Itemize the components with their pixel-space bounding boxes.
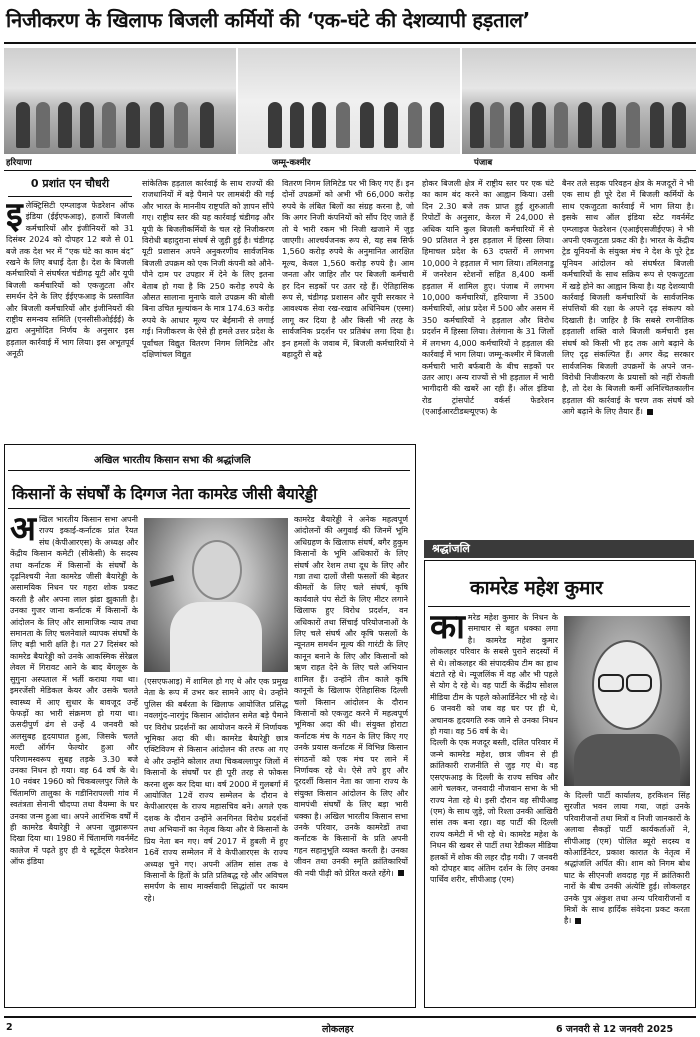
tribute-col1-text: खिल भारतीय किसान सभा अपनी राज्य इकाई-कर्नाटक प्रांत रैयत संघ (केपीआरएस) के अध्यक्ष और केंद्रीय किसान कमेटी (सीकेसी) के सदस्य तथा कर्नाटक में किसानों के संघर्षों के दृढ़निश्चयी नेता कामरेड जीसी बैयारेड्डी के असामयिक निधन पर गहरा शोक प्रकट करती है और अपना लाल झंडा झुकाती है। उनका गुजर जाना कर्नाटक में किसानों के आंदोलन के लिए और सामाजिक न्याय तथा समानता के लिए चलनेवाले व्यापक संघर्षों के लिए बड़ी भारी क्षति है। गत 27 दिसंबर को कामरेड बैयारेड्डी को उनके आकस्मिक सेरेब्रल लेवल में गिरावट आने के बाद बेंगलूरू के सुगुना अस्पताल में भर्ती कराया गया था। इमरजेंसी मेडिकल केयर और उसके चलते स्वास्थ्य में आए सुधार के बावजूद उन्हें फेफड़ों का भारी संक्रमण हो गया था। ऊसदीपुर्ण ढंग से उन्हें 4 जनवरी को अलसुबह हृदयाघात हुआ, जिसके चलते मल्टी ऑर्गन फेल्योर हुआ और परिणामस्वरूप सुबह तड़के 3.30 बजे उनका निधन हो गया। वह 64 वर्ष के थे। 10 नवंबर 1960 को चिकबल्लपुर जिले के चिंतामणि तालुका के गडीनिरापल्ली गांव में स्वतंत्रता सेनानी चौदप्पा तथा वैयम्मा के घर उनका जन्म हुआ था। अपने आरंभिक वर्षों में ही कामरेड बैयारेड्डी ने अपना जुझारूपन दिखा दिया था। 1980 में चिंतामणि गवर्नमेंट कालेज में पढ़ते हुए ही वे स्टूडेंट्स फेडरेशन ऑफ इंडिया — [10, 515, 138, 867]
end-mark — [647, 409, 653, 415]
photo-rule — [4, 170, 696, 171]
tribute-drop-cap: अ — [10, 514, 36, 549]
mahesh-kumar-portrait — [564, 616, 690, 786]
photo-caption-jammu-kashmir: जम्मू-कश्मीर — [272, 158, 311, 168]
obituary-column-2 — [564, 790, 690, 1002]
tribute-column-1 — [10, 514, 138, 1002]
byline-rule — [8, 196, 132, 197]
tribute-col2-text: (एसएफआइ) में शामिल हो गए थे और एक प्रमुख नेता के रूप में उभर कर सामने आए थे। उन्होंने पुलिस की बर्बरता के खिलाफ आयोजित प्रसिद्ध नवलगुंद-नारगुंद किसान आंदोलन समेत बड़े पैमाने पर विरोध प्रदर्शनों का आयोजन करने में निर्णायक भूमिका अदा की थी। कामरेड बैयारेड्डी छात्र एक्टिविज्म से किसान आंदोलन की तरफ आ गए थे और उन्होंने कोलार तथा चिकबल्लापुर जिलों में किसानों के संघर्षों पर ही पूरी तरह से फोकस करना शुरू कर दिया था। वर्ष 2000 में गुलबर्गा में आयोजित 12वें राज्य सम्मेलन के दौरान वे केपीआरएस के राज्य महासचिव बने। अगले एक दशक के दौरान उन्होंने अनगिनत विरोध प्रदर्शनों तथा अभियानों का नेतृत्व किया और वे किसानों के प्रिय नेता बन गए। वर्ष 2017 में हुबली में हुए 16वें राज्य सम्मेलन में वे केपीआरएस के राज्य अध्यक्ष चुने गए। अपनी अंतिम सांस तक वे किसानों के हितों के प्रति प्रतिबद्ध रहे और अविचल समर्पण के साथ मार्क्सवादी सिद्धांतों पर कायम रहे। — [144, 677, 288, 903]
article-drop-cap: इ — [6, 200, 23, 235]
page-headline: निजीकरण के खिलाफ बिजली कर्मियों की ‘एक-घंटे की देशव्यापी हड़ताल’ — [6, 8, 530, 32]
article-col3-text: वितरण निगम लिमिटेड पर भी किए गए हैं। इन दोनों उपक्रमों को अभी भी 66,000 करोड़ रुपये के लंबित बिलों का संग्रह करना है, जो कि अगर निजी कंपनियों को सौंप दिए जाते हैं तो ये भारी रकम भी निजी खजाने में जुड़ जाएगी। आश्चर्यजनक रूप से, यह सब सिर्फ 1,560 करोड़ रुपये के अनुमानित आरक्षित मूल्य, केवल 1,560 करोड़ रुपये है। आम जनता और जाहिर तौर पर बिजली कर्मचारी हर दिन सड़कों पर उतर रहे हैं। ऐतिहासिक रूप से, चंडीगढ़ प्रशासन और यूपी सरकार ने आवश्यक सेवा रख-रखाव अधिनियम (एस्मा) लागू कर दिया है और किसी भी तरह के सार्वजनिक प्रदर्शन पर प्रतिबंध लगा दिया है। इन हमलों के जवाब में, बिजली कर्मचारियों ने बहादुरी से बढ़े — [282, 179, 414, 360]
obituary-text-1: मरेड महेश कुमार के निधन के समाचार से बहुत धक्का लगा है। कामरेड महेश कुमार लोकलहर परिवार के सबसे पुराने सदस्यों में से थे। लोकलहर की संपादकीय टीम का हाथ बंटाते रहे थे। न्यूजलिंक में वह और भी पहले से योग दे रहे थे। वह पार्टी के केंद्रीय सोशल मीडिया टीम के पहले कोआर्डिनेटर भी रहे थे। 6 जनवरी को जब वह घर पर ही थे, अचानक हृदयगति रुक जाने से उनका निधन हो गया। वह 56 वर्ष के थे। — [430, 613, 558, 737]
tribute-title: किसानों के संघर्षों के दिग्गज नेता कामरेड जीसी बैयारेड्डी — [12, 485, 317, 503]
issue-date: 6 जनवरी से 12 जनवरी 2025 — [556, 1024, 674, 1035]
tribute-kicker: अखिल भारतीय किसान सभा की श्रद्धांजलि — [94, 455, 251, 466]
obituary-end-mark — [575, 918, 581, 924]
tribute-end-mark — [398, 870, 404, 876]
obituary-title: कामरेड महेश कुमार — [470, 577, 603, 599]
bayareddy-portrait — [144, 518, 288, 672]
article-column-2 — [142, 178, 274, 438]
footer-rule — [4, 1016, 696, 1018]
obituary-text-2: दिल्ली के एक मजदूर बस्ती, दलित परिवार में जन्मे कामरेड महेश, छात्र जीवन से ही क्रांतिकारी राजनीति से जुड़ गए थे। वह एसएफआइ के दिल्ली के राज्य सचिव और आगे चलकर, जनवादी नौजवान सभा के भी राज्य नेता रहे थे। इसी दौरान वह सीपीआइ (एम) के साथ जुड़े, जो रिश्ता उनकी आखिरी सांस तक बना रहा। वह पार्टी की दिल्ली राज्य कमेटी में भी रहे थे। कामरेड महेश के निधन की खबर से पार्टी तथा रेडीकल मीडिया हलकों में शोक की लहर दौड़ गयी। 7 जनवरी को दोपहर बाद अंतिम दर्शन के लिए उनका पार्थिव शरीर, सीपीआइ (एम) — [430, 738, 558, 885]
tribute-column-2 — [144, 676, 288, 1002]
photo-jammu-kashmir — [238, 48, 460, 154]
article-col5-text: बैनर तले सड़क परिवहन क्षेत्र के मजदूरों ने भी एक साथ ही पूरे देश में बिजली कर्मियों के साथ एकजुटता कार्रवाई में भाग लिया है। इसके साथ ऑल इंडिया स्टेट गवर्नमेंट एम्प्लाइज फेडरेशन (एआईएसजीईएफ) ने भी अपनी एकजुटता प्रकट की है। भारत के केंद्रीय ट्रेड यूनियनों के संयुक्त मंच ने देश के पूरे ट्रेड यूनियन आंदोलन को संघर्षरत बिजली कर्मचारियों के साथ सक्रिय रूप से एकजुटता में खड़े होने का आह्वान किया है। यह देशव्यापी कार्रवाई बिजली कर्मचारियों के सार्वजनिक संपत्तियों की रक्षा के अपने दृढ़ संकल्प को दिखाती है। जाहिर है कि सबसे रणनीतिक हड़ताली शक्ति वाले बिजली कर्मचारी इस संघर्ष को किसी भी हद तक आगे बढ़ाने के लिए दृढ़ संकल्पित हैं। अगर केंद्र सरकार सार्वजनिक बिजली उपक्रमों के अपने जन-विरोधी निजीकरण के प्रयासों को नहीं रोकती है, तो देश के बिजली कर्मी अनिश्चितकालीन हड़ताल की कार्रवाई के चरण तक संघर्ष को आगे बढ़ाने के लिए तैयार हैं। — [562, 179, 694, 417]
article-column-5 — [562, 178, 694, 524]
obituary-title-rule — [428, 606, 690, 607]
article-col2-text: सांकेतिक हड़ताल कार्रवाई के साथ राज्यों की राजधानियों में बड़े पैमाने पर लामबंदी की गई और भारत के माननीय राष्ट्रपति को ज्ञापन सौंपे गए। राष्ट्रीय स्तर की यह कार्रवाई चंडीगढ़ और यूपी के बिजलीकर्मियों के चल रहे निजीकरण विरोधी बहादुराना संघर्ष से जुड़ी हुई है। चंडीगढ़ यूटी प्रशासन अपने अनुकरणीय सार्वजनिक बिजली उपक्रम को एक निजी कंपनी को औने-पौने दाम पर उपहार में देने के लिए इतना बेताब हो गया है कि 250 करोड़ रुपये के औसत सालाना मुनाफे वाले उपक्रम की बोली बिना उचित मूल्यांकन के मात्र 174.63 करोड़ रुपये के आधार मूल्य पर बेईमानी से लगाई गई। निजीकरण के ऐसे ही हमले उत्तर प्रदेश के पूर्वांचल विद्युत वितरण निगम लिमिटेड और दक्षिणांचल विद्युत — [142, 179, 274, 360]
photo-punjab — [462, 48, 696, 154]
obituary-bar: श्रद्धांजलि — [424, 540, 694, 558]
paper-name: लोकलहर — [322, 1024, 354, 1035]
article-col1-text: लेक्ट्रिसिटी एम्प्लाइज फेडरेशन ऑफ इंडिया (ईईएफआइ), हजारों बिजली कर्मचारियों और इंजीनियरों को 31 दिसंबर 2024 को दोपहर 12 बजे से 01 बजे तक देश भर में “एक घंटे का काम बंद” रखने के लिए बधाई देता है। देश के बिजली कर्मचारियों ने संघर्षरत चंडीगढ़ यूटी और यूपी बिजली कर्मचारियों को एकजुटता और समर्थन देने के लिए ईईएफआइ के प्रस्तावित और बिजली कर्मचारियों और इंजीनियरों की राष्ट्रीय समन्वय समिति (एनसीसीओईईई) के द्वारा अनुमोदित निर्णय के अनुसार इस हड़ताल कार्रवाई में भाग लिया। इस अभूतपूर्व अनूठी — [6, 201, 134, 359]
tribute-column-3 — [294, 514, 408, 1002]
article-column-1 — [6, 200, 134, 438]
page-number: 2 — [6, 1022, 13, 1033]
article-column-4 — [422, 178, 554, 524]
article-col4-text: होकर बिजली क्षेत्र में राष्ट्रीय स्तर पर एक घंटे का काम बंद करने का आह्वान किया। उसी दिन 2.30 बजे तक प्राप्त हुई शुरुआती रिपोर्टों के अनुसार, केरल में 24,000 से अधिक यानि कुल बिजली कर्मचारियों में से 90 प्रतिशत ने इस हड़ताल में हिस्सा लिया। हिमाचल प्रदेश के 63 दफ्तरों में लगभग 10,000 ने हड़ताल में भाग लिया। तमिलनाडु में जनरेशन स्टेशनों सहित 8,400 कर्मी हड़ताल में शामिल हुए। पंजाब में लगभग 10,000 कर्मचारियों, हरियाणा में 3500 कर्मचारियों, आंध्र प्रदेश में 500 और असम में 350 कर्मचारियों ने हड़ताल और विरोध प्रदर्शन में हिस्सा लिया। तेलंगाना के 31 जिलों में लगभग 4,000 कर्मचारियों ने हड़ताल की कार्रवाई में भाग लिया। जम्मू-कश्मीर में बिजली कर्मचारी भारी बर्फबारी के बीच सड़कों पर उतर आए। अन्य राज्यों से भी हड़ताल में भारी भागीदारी की खबरें आ रही हैं। ऑल इंडिया रोड ट्रांसपोर्ट वर्कर्स फेडरेशन (एआईआरटीडब्ल्यूएफ) के — [422, 179, 554, 417]
tribute-kicker-rule — [8, 470, 410, 471]
byline: 0 प्रशांत एन चौधरी — [30, 177, 110, 190]
obituary-column-1 — [430, 612, 558, 1002]
photo-haryana — [4, 48, 236, 154]
photo-caption-haryana: हरियाणा — [6, 158, 32, 168]
obituary-text-3: के दिल्ली पार्टी कार्यालय, हरकिशन सिंह सुरजीत भवन लाया गया, जहां उनके परिवारीजनों तथा मित्रों व निजी जानकारों के अलावा सैकड़ों पार्टी कार्यकर्ताओं ने, सीपीआइ (एम) पोलित ब्यूरो सदस्य व कोआर्डिनेटर, प्रकाश कारात के नेतृत्व में श्रद्धांजलि अर्पित की। शाम को निगम बोध घाट के सीएनजी शवदाह गृह में क्रांतिकारी नारों के बीच उनकी अंत्येष्टि हुई। लोकलहर उनके पुत्र अंकुश तथा अन्य परिवारीजनों व मित्रों के साथ हार्दिक संवेदना प्रकट करता है। — [564, 791, 690, 926]
obituary-drop-cap: का — [430, 612, 465, 647]
article-column-3 — [282, 178, 414, 438]
tribute-title-rule — [8, 508, 410, 509]
tribute-col3-text: कामरेड बैयारेड्डी ने अनेक महत्वपूर्ण आंदोलनों की अगुवाई की जिनमें भूमि अधिग्रहण के खिलाफ संघर्ष, बगैर हुकुम किसानों के भूमि अधिकारों के लिए संघर्ष और रेशम तथा दूध के लिए और गन्ना तथा दालों जैसी फसलों की बेहतर कीमतों के लिए चले संघर्ष, कृषि कार्यवाले पंप सेटों के लिए मीटर लगाने खिलाफ हुए विरोध प्रदर्शन, वन अधिकारों तथा सिंचाई परियोजनाओं के लिए चले संघर्ष और कृषि फसलों के न्यूनतम समर्थन मूल्य की गारंटी के लिए कानून बनाने के लिए और किसानों को ऋण राहत देने के लिए चले अभियान शामिल हैं। उन्होंने तीन काले कृषि कानूनों के खिलाफ ऐतिहासिक दिल्ली चलो किसान आंदोलन के दौरान किसानों को एकजुट करने में महत्वपूर्ण भूमिका अदा की थी। संयुक्त होराटा कर्नाटक मंच के गठन के लिए किए गए उनके प्रयास कर्नाटक में विभिन्न किसान संगठनों को एक मंच पर लाने में निर्णायक रहे थे। ऐसे तपे हुए और दूरदर्शी किसान नेता का जाना राज्य के संयुक्त किसान आंदोलन के लिए और वामपंथी संघर्षों के लिए बड़ा भारी धक्का है। अखिल भारतीय किसान सभा उनके परिवार, उनके कामरेडों तथा कर्नाटक के किसानों के प्रति अपनी गहन सहानुभूति व्यक्त करती है। उनका जीवन तथा उनकी स्मृति क्रांतिकारियों की नयी पीढ़ी को प्रेरित करते रहेंगे। — [294, 515, 408, 878]
photo-caption-punjab: पंजाब — [474, 158, 493, 168]
headline-rule — [4, 42, 696, 44]
